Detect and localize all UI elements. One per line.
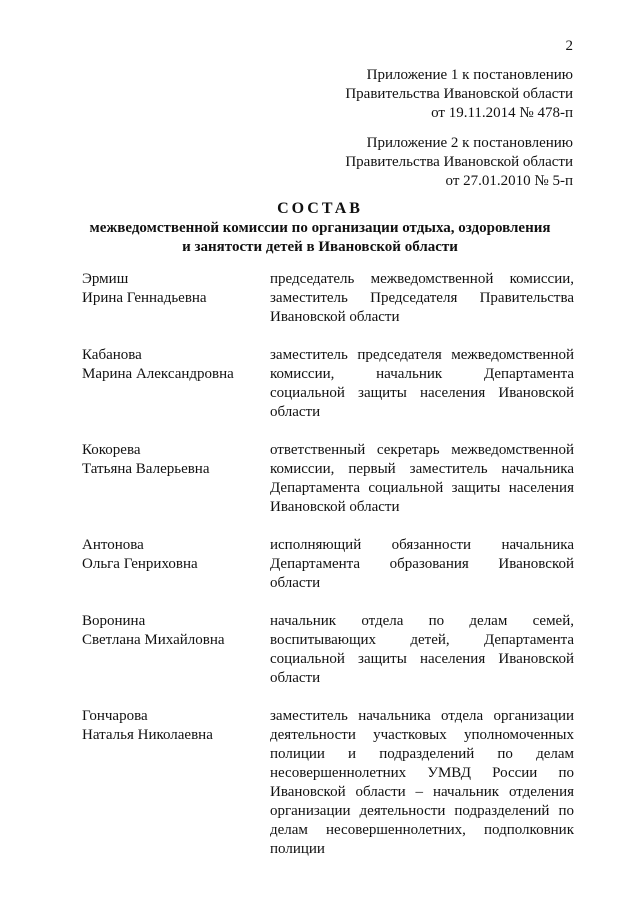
member-name <box>82 270 270 327</box>
title-subtitle-line-2: и занятости детей в Ивановской области <box>182 239 458 255</box>
document-title <box>67 199 573 257</box>
member-surname: Воронина <box>82 613 146 629</box>
member-entry <box>82 707 574 859</box>
member-given-name: Татьяна Валерьевна <box>82 461 210 477</box>
member-role: заместитель председателя межведомственной комиссии, начальник Департамента социальной защиты населения Ивановской области <box>270 347 574 420</box>
member-surname: Антонова <box>82 537 144 553</box>
member-given-name: Марина Александровна <box>82 366 234 382</box>
appendix-2-line-2: Правительства Ивановской области <box>345 154 573 170</box>
commission-members-list <box>82 270 574 878</box>
member-entry <box>82 346 574 422</box>
member-surname: Эрмиш <box>82 271 129 287</box>
member-role: заместитель начальника отдела организации деятельности участковых уполномоченных полиции и подразделений по делам несовершеннолетних УМВД России по Ивановской области – начальник отделения организации деятельности подразделений по делам несовершеннолетних, подполковник полиции <box>270 708 574 857</box>
member-entry <box>82 536 574 593</box>
appendix-2-line-3: от 27.01.2010 № 5-п <box>445 173 573 189</box>
member-surname: Кокорева <box>82 442 141 458</box>
member-given-name: Ирина Геннадьевна <box>82 290 207 306</box>
appendix-1-line-1: Приложение 1 к постановлению <box>366 67 573 83</box>
member-given-name: Наталья Николаевна <box>82 727 213 743</box>
appendix-1-reference <box>345 66 573 123</box>
member-name <box>82 612 270 688</box>
member-role: начальник отдела по делам семей, воспитывающих детей, Департамента социальной защиты населения Ивановской области <box>270 613 574 686</box>
member-name <box>82 346 270 422</box>
member-name <box>82 536 270 593</box>
appendix-1-line-2: Правительства Ивановской области <box>345 86 573 102</box>
member-given-name: Светлана Михайловна <box>82 632 225 648</box>
member-entry <box>82 270 574 327</box>
member-role: ответственный секретарь межведомственной комиссии, первый заместитель начальника Департамента социальной защиты населения Ивановской области <box>270 442 574 515</box>
member-surname: Кабанова <box>82 347 142 363</box>
member-given-name: Ольга Генриховна <box>82 556 198 572</box>
member-name <box>82 441 270 517</box>
appendix-2-line-1: Приложение 2 к постановлению <box>366 135 573 151</box>
title-subtitle-line-1: межведомственной комиссии по организации отдыха, оздоровления <box>89 220 551 236</box>
member-surname: Гончарова <box>82 708 148 724</box>
member-entry <box>82 612 574 688</box>
appendix-1-line-3: от 19.11.2014 № 478-п <box>431 105 573 121</box>
member-role: исполняющий обязанности начальника Департамента образования Ивановской области <box>270 537 574 591</box>
title-heading: СОСТАВ <box>277 200 363 217</box>
appendix-2-reference <box>345 134 573 191</box>
member-name <box>82 707 270 859</box>
member-role: председатель межведомственной комиссии, заместитель Председателя Правительства Ивановской области <box>270 271 574 325</box>
member-entry <box>82 441 574 517</box>
page-number: 2 <box>565 38 573 54</box>
